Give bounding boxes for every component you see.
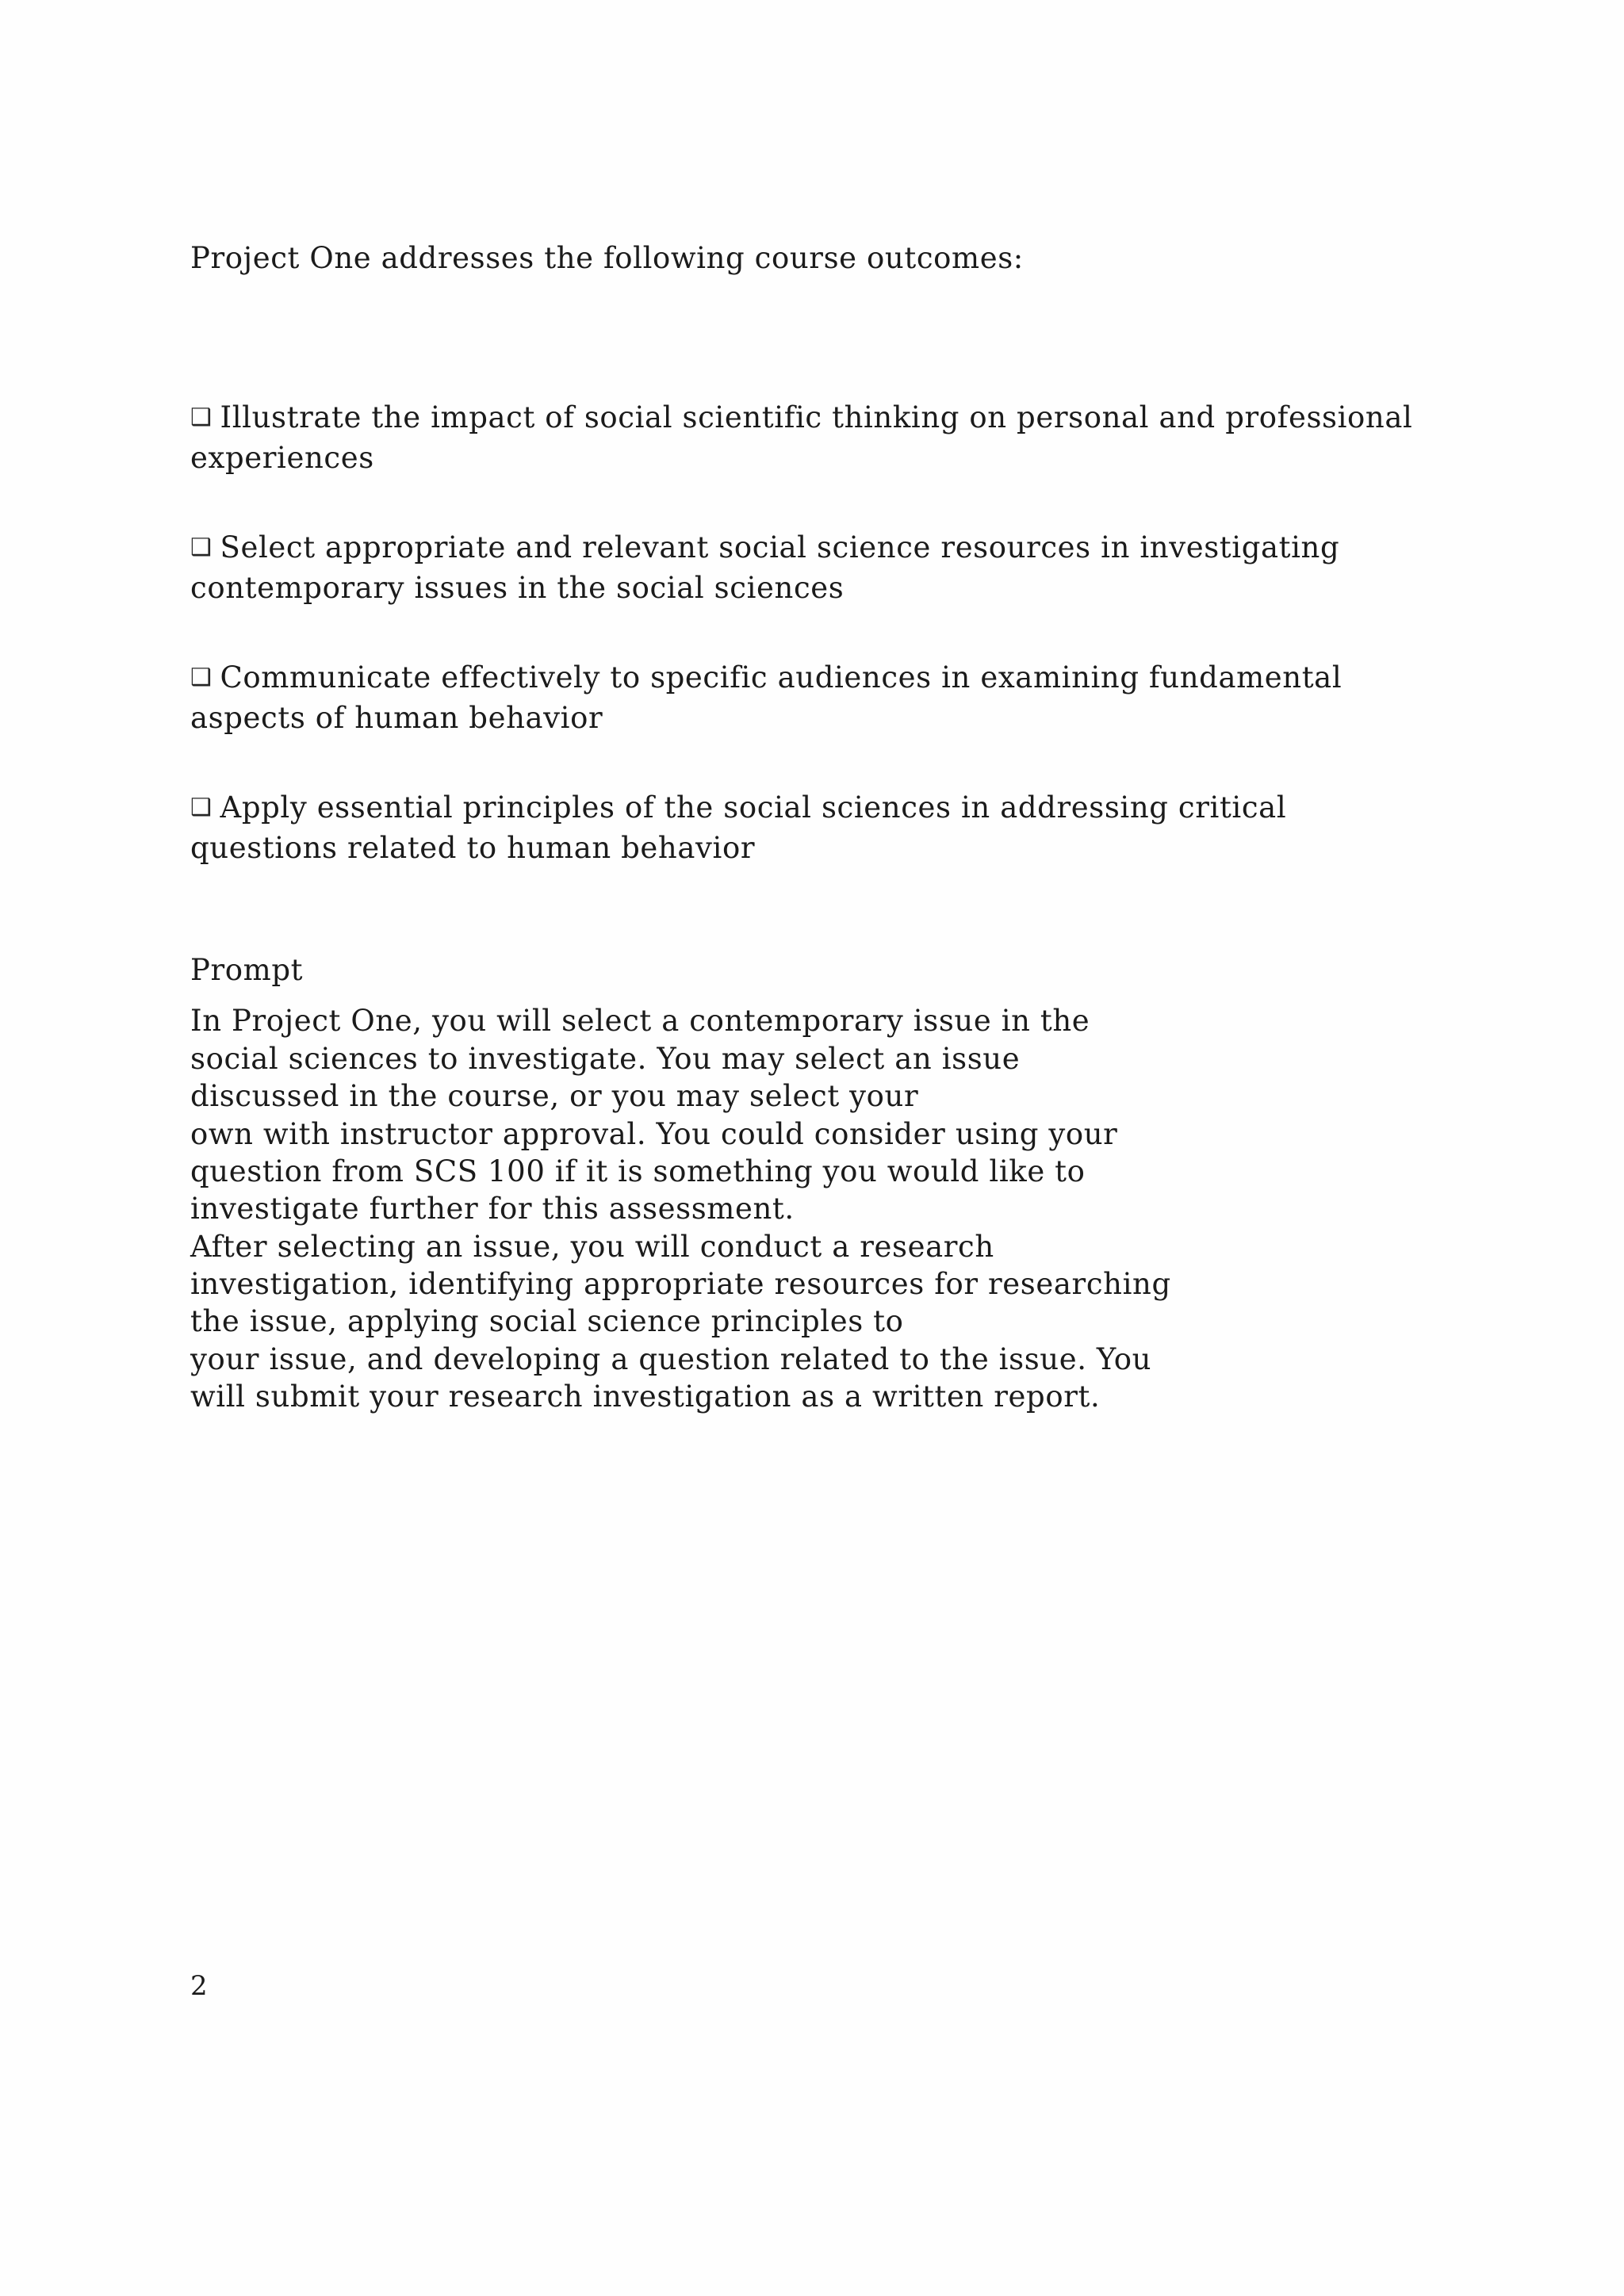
list-item bbox=[190, 397, 1435, 478]
document-body bbox=[190, 238, 1443, 1415]
prompt-line: discussed in the course, or you may select your bbox=[190, 1079, 919, 1114]
prompt-heading: Prompt bbox=[190, 953, 304, 988]
bullet-square-icon: ❑ bbox=[190, 794, 213, 822]
prompt-line: your issue, and developing a question related to the issue. You bbox=[190, 1341, 1152, 1376]
list-item-text: Select appropriate and relevant social science resources in investigating contemporary issues in the social sciences bbox=[190, 530, 1340, 606]
list-item bbox=[190, 787, 1435, 868]
prompt-line: the issue, applying social science principles to bbox=[190, 1304, 904, 1339]
prompt-body bbox=[190, 1002, 1443, 1415]
intro-paragraph: Project One addresses the following course outcomes: bbox=[190, 241, 1024, 275]
prompt-line: In Project One, you will select a contemporary issue in the bbox=[190, 1004, 1090, 1039]
prompt-line: question from SCS 100 if it is something you would like to bbox=[190, 1154, 1086, 1188]
bullet-square-icon: ❑ bbox=[190, 404, 213, 432]
page-number: 2 bbox=[190, 1970, 209, 2002]
list-item-text: Communicate effectively to specific audiences in examining fundamental aspects of human behavior bbox=[190, 660, 1342, 736]
list-item-text: Apply essential principles of the social sciences in addressing critical questions related to human behavior bbox=[190, 790, 1287, 866]
bullet-square-icon: ❑ bbox=[190, 664, 213, 692]
prompt-line: After selecting an issue, you will conduct a research bbox=[190, 1229, 994, 1264]
prompt-line: own with instructor approval. You could consider using your bbox=[190, 1116, 1118, 1151]
prompt-line: investigation, identifying appropriate resources for researching bbox=[190, 1266, 1171, 1301]
prompt-section bbox=[190, 955, 1443, 1415]
list-item-text: Illustrate the impact of social scientific thinking on personal and professional experiences bbox=[190, 400, 1413, 476]
prompt-line: will submit your research investigation as a written report. bbox=[190, 1380, 1101, 1414]
course-outcomes-list bbox=[190, 397, 1443, 868]
list-item bbox=[190, 527, 1435, 608]
prompt-line: social sciences to investigate. You may select an issue bbox=[190, 1041, 1021, 1076]
prompt-line: investigate further for this assessment. bbox=[190, 1192, 795, 1226]
list-item bbox=[190, 657, 1435, 738]
bullet-square-icon: ❑ bbox=[190, 534, 213, 562]
